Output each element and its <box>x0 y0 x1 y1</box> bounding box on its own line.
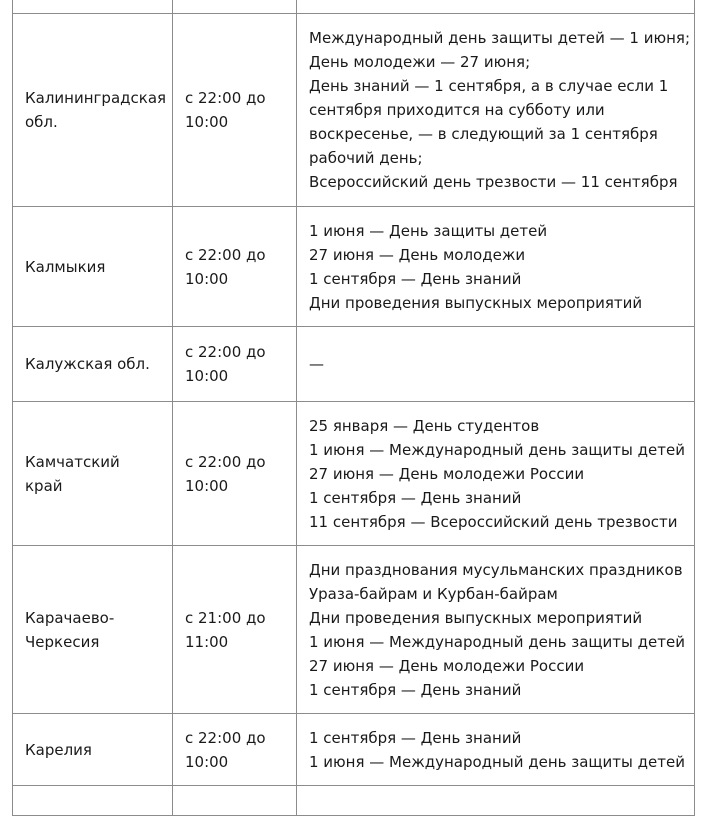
holidays-cell <box>297 14 695 207</box>
holiday-line: Ураза-байрам и Курбан-байрам <box>309 584 558 603</box>
time-cell: с 22:00 до 10:00 <box>173 14 297 207</box>
table-row <box>13 14 695 207</box>
holiday-line: сентября приходится на субботу или <box>309 101 605 119</box>
table-row <box>13 207 695 327</box>
holiday-line: 1 сентября — День знаний <box>309 269 522 288</box>
holidays-cell <box>297 546 695 714</box>
region-cell: Калмыкия <box>13 207 173 327</box>
holiday-line: 1 сентября — День знаний <box>309 728 522 747</box>
holiday-line: Международный день защиты детей — 1 июня; <box>309 29 690 47</box>
holiday-line: Всероссийский день трезвости — 11 сентября <box>309 173 678 191</box>
region-cell: Калининградская обл. <box>13 14 173 207</box>
region-cell: Карачаево-Черкесия <box>13 546 173 714</box>
holiday-line: Дни проведения выпускных мероприятий <box>309 608 643 627</box>
holidays-cell <box>297 786 695 816</box>
holiday-line: 1 июня — Международный день защиты детей <box>309 440 685 459</box>
holidays-cell <box>297 327 695 402</box>
regions-table <box>12 0 695 816</box>
holiday-line: 11 сентября — Всероссийский день трезвости <box>309 512 678 531</box>
holiday-line: 1 сентября — День знаний <box>309 680 522 699</box>
holiday-line: воскресенье, — в следующий за 1 сентября <box>309 125 658 143</box>
holidays-cell <box>297 402 695 546</box>
holiday-line: рабочий день; <box>309 149 423 167</box>
table-row <box>13 402 695 546</box>
holiday-line: 1 июня — Международный день защиты детей <box>309 752 685 771</box>
holiday-line: 27 июня — День молодежи России <box>309 656 585 675</box>
holiday-line: 27 июня — День молодежи <box>309 245 526 264</box>
table-row <box>13 0 695 14</box>
region-cell <box>13 0 173 14</box>
holiday-line: 25 января — День студентов <box>309 416 540 435</box>
table-row <box>13 786 695 816</box>
time-cell <box>173 786 297 816</box>
region-cell <box>13 786 173 816</box>
regions-table-body <box>13 0 695 816</box>
holiday-line: 1 июня — Международный день защиты детей <box>309 632 685 651</box>
holiday-line: День знаний — 1 сентября, а в случае если 1 <box>309 77 669 95</box>
region-cell: Карелия <box>13 714 173 786</box>
table-row <box>13 714 695 786</box>
holiday-line: 27 июня — День молодежи России <box>309 464 585 483</box>
holidays-cell <box>297 714 695 786</box>
holidays-cell <box>297 0 695 14</box>
holiday-line: День молодежи — 27 июня; <box>309 53 531 71</box>
time-cell: с 21:00 до 11:00 <box>173 546 297 714</box>
holiday-line: Дни празднования мусульманских праздников <box>309 560 683 579</box>
holiday-line: Дни проведения выпускных мероприятий <box>309 293 643 312</box>
holiday-line: — <box>309 355 324 373</box>
holiday-line: 1 июня — День защиты детей <box>309 221 548 240</box>
time-cell: с 22:00 до 10:00 <box>173 714 297 786</box>
holiday-line: 1 сентября — День знаний <box>309 488 522 507</box>
region-cell: Камчатский край <box>13 402 173 546</box>
time-cell: с 22:00 до 10:00 <box>173 402 297 546</box>
table-row <box>13 546 695 714</box>
holidays-cell <box>297 207 695 327</box>
region-cell: Калужская обл. <box>13 327 173 402</box>
time-cell: с 22:00 до 10:00 <box>173 327 297 402</box>
time-cell <box>173 0 297 14</box>
table-row <box>13 327 695 402</box>
time-cell: с 22:00 до 10:00 <box>173 207 297 327</box>
